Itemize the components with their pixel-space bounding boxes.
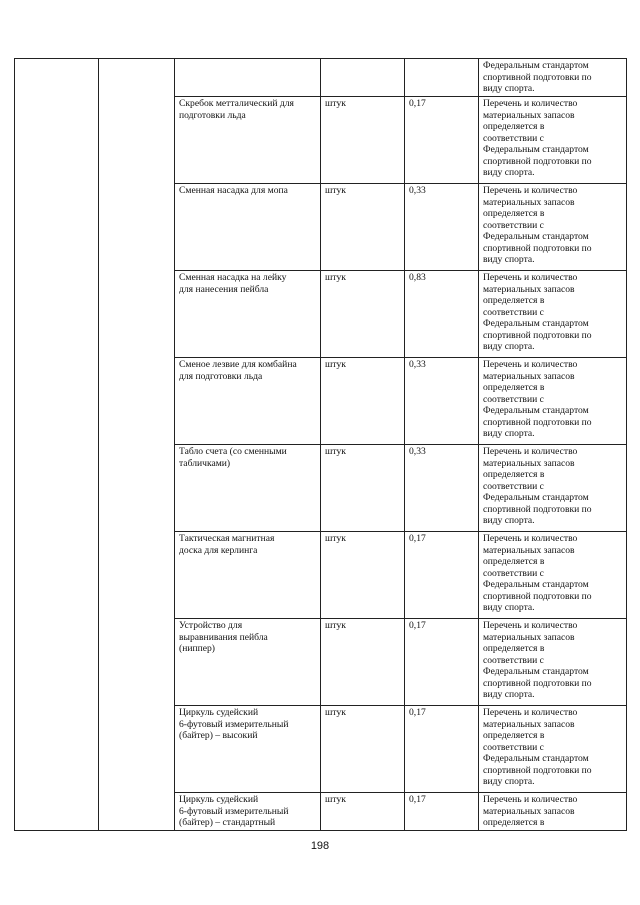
quantity-cell: 0,33 — [405, 445, 479, 532]
item-name-cell: Тактическая магнитная доска для керлинга — [175, 532, 321, 619]
unit-cell: штук — [321, 619, 405, 706]
note-cell: Перечень и количество материальных запасов определяется в соответствии с Федеральным стандартом спортивной подготовки по виду спорта. — [479, 97, 627, 184]
note-cell: Перечень и количество материальных запасов определяется в соответствии с Федеральным стандартом спортивной подготовки по виду спорта. — [479, 532, 627, 619]
quantity-cell: 0,33 — [405, 184, 479, 271]
note-cell: Перечень и количество материальных запасов определяется в соответствии с Федеральным стандартом спортивной подготовки по виду спорта. — [479, 184, 627, 271]
quantity-cell: 0,17 — [405, 97, 479, 184]
unit-cell: штук — [321, 706, 405, 793]
equipment-table — [14, 58, 627, 831]
note-cell: Перечень и количество материальных запасов определяется в — [479, 793, 627, 831]
quantity-cell: 0,83 — [405, 271, 479, 358]
item-name-cell: Циркуль судейский 6-футовый измерительный (байтер) – высокий — [175, 706, 321, 793]
item-name-cell: Скребок метталический для подготовки льда — [175, 97, 321, 184]
note-cell: Перечень и количество материальных запасов определяется в соответствии с Федеральным стандартом спортивной подготовки по виду спорта. — [479, 619, 627, 706]
merged-empty-cell-1 — [15, 59, 99, 831]
quantity-cell: 0,17 — [405, 619, 479, 706]
merged-empty-cell-2 — [99, 59, 175, 831]
unit-cell — [321, 59, 405, 97]
unit-cell: штук — [321, 532, 405, 619]
unit-cell: штук — [321, 793, 405, 831]
quantity-cell: 0,17 — [405, 793, 479, 831]
item-name-cell: Устройство для выравнивания пейбла (ниппер) — [175, 619, 321, 706]
item-name-cell — [175, 59, 321, 97]
unit-cell: штук — [321, 184, 405, 271]
table-row — [15, 59, 627, 97]
unit-cell: штук — [321, 271, 405, 358]
item-name-cell: Сменная насадка для мопа — [175, 184, 321, 271]
note-cell: Перечень и количество материальных запасов определяется в соответствии с Федеральным стандартом спортивной подготовки по виду спорта. — [479, 358, 627, 445]
item-name-cell: Сменная насадка на лейку для нанесения пейбла — [175, 271, 321, 358]
note-cell: Перечень и количество материальных запасов определяется в соответствии с Федеральным стандартом спортивной подготовки по виду спорта. — [479, 706, 627, 793]
unit-cell: штук — [321, 358, 405, 445]
item-name-cell: Сменое лезвие для комбайна для подготовки льда — [175, 358, 321, 445]
page-number: 198 — [310, 840, 330, 852]
quantity-cell: 0,17 — [405, 706, 479, 793]
quantity-cell: 0,33 — [405, 358, 479, 445]
unit-cell: штук — [321, 445, 405, 532]
unit-cell: штук — [321, 97, 405, 184]
note-cell: Федеральным стандартом спортивной подготовки по виду спорта. — [479, 59, 627, 97]
quantity-cell — [405, 59, 479, 97]
item-name-cell: Табло счета (со сменными табличками) — [175, 445, 321, 532]
note-cell: Перечень и количество материальных запасов определяется в соответствии с Федеральным стандартом спортивной подготовки по виду спорта. — [479, 445, 627, 532]
item-name-cell: Циркуль судейский 6-футовый измерительный (байтер) – стандартный — [175, 793, 321, 831]
quantity-cell: 0,17 — [405, 532, 479, 619]
note-cell: Перечень и количество материальных запасов определяется в соответствии с Федеральным стандартом спортивной подготовки по виду спорта. — [479, 271, 627, 358]
